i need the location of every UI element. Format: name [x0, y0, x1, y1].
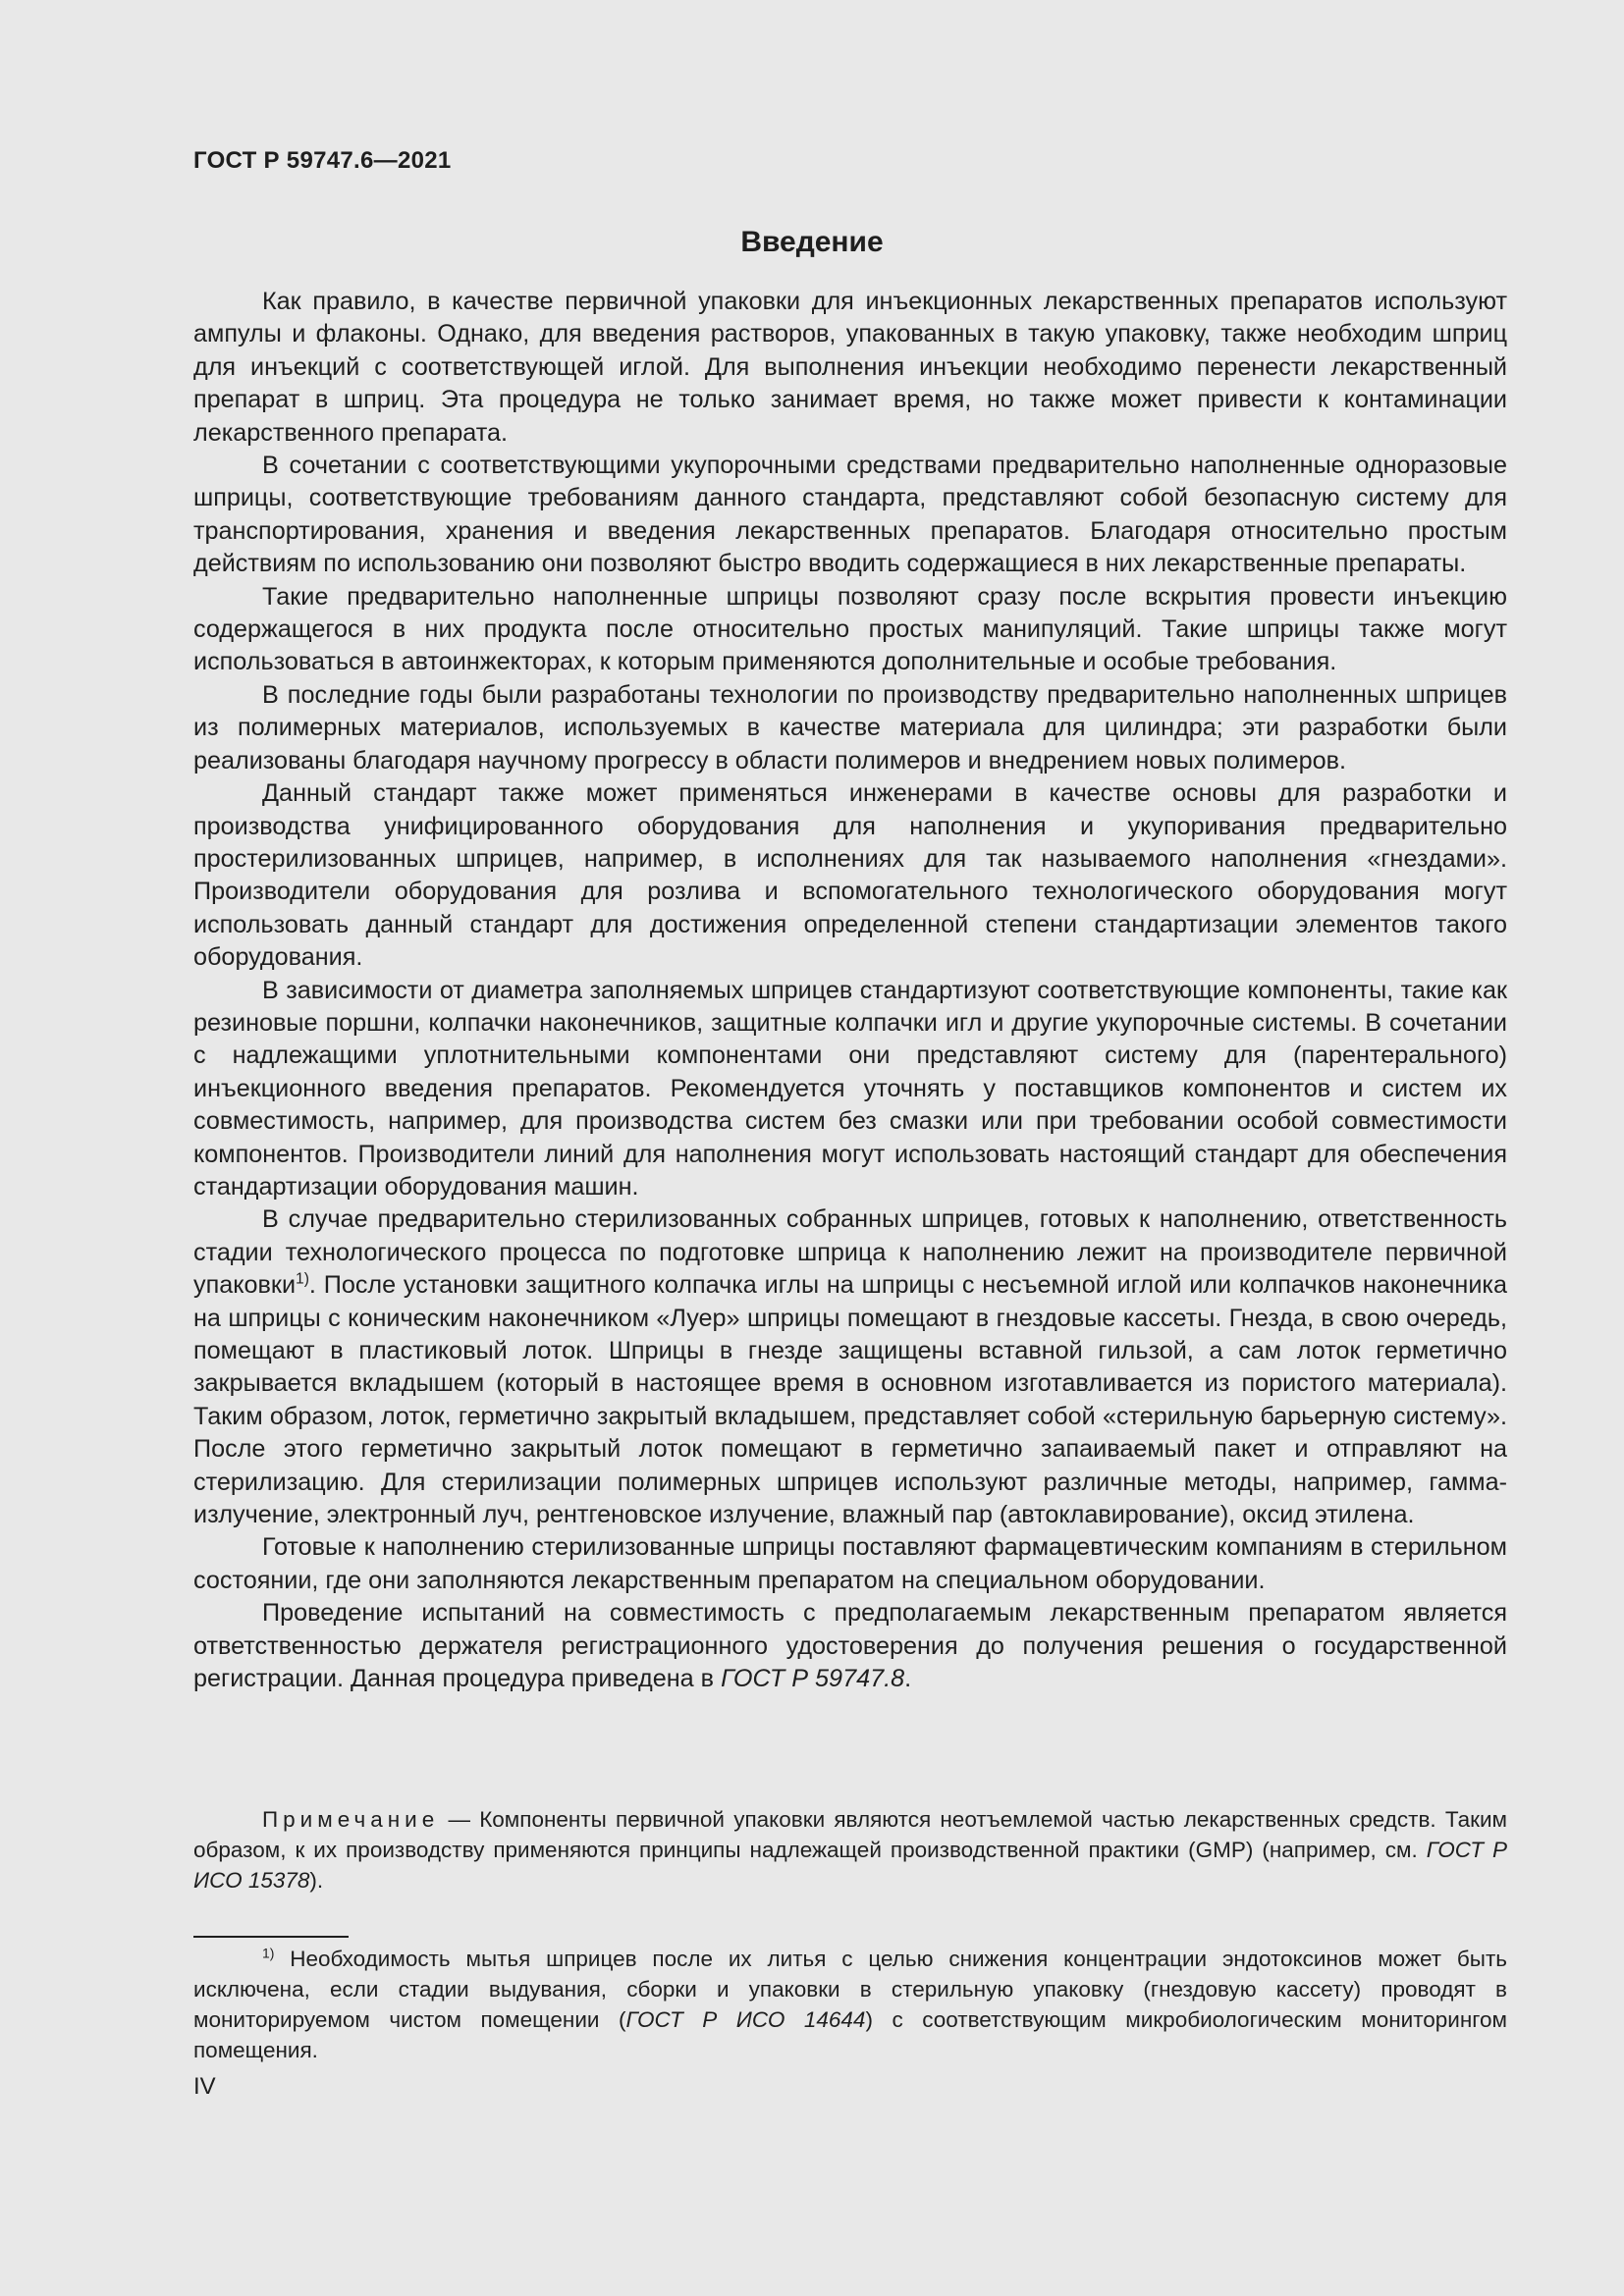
footnote-mark: 1)	[262, 1945, 275, 1961]
footnote-divider	[193, 1936, 349, 1938]
page-number: IV	[193, 2073, 216, 2100]
paragraph-text: . После установки защитного колпачка иглы на шприцы с несъемной иглой или колпачков наконечника на шприцы с коническим наконечником «Луер» шприцы помещают в гнездовые кассеты. Гнезда, в свою очередь, помещают в пластиковый лоток. Шприцы в гнезде защищены вставной гильзой, а сам лоток герметично закрывается вкладышем (который в настоящее время в основном изготавливается из пористого материала). Таким образом, лоток, герметично закрытый вкладышем, представляет собой «стерильную барьерную систему». После этого герметично закрытый лоток помещают в герметично запаиваемый пакет и отправляют на стерилизацию. Для стерилизации полимерных шприцев используют различные методы, например, гамма-излучение, электронный луч, рентгеновское излучение, влажный пар (автоклавирование), оксид этилена.	[193, 1271, 1507, 1529]
standard-reference: ГОСТ Р ИСО 14644	[625, 2007, 866, 2032]
note	[193, 1804, 1507, 1896]
note-dash: —	[439, 1807, 480, 1832]
footnote	[193, 1944, 1507, 2065]
standard-reference: ГОСТ Р ИСО 15378	[193, 1838, 1507, 1893]
note-text: Компоненты первичной упаковки являются неотъемлемой частью лекарственных средств. Таким образом, к их производству применяются принципы надлежащей производственной практики (GMP) (например, см.	[193, 1807, 1507, 1862]
paragraph: В сочетании с соответствующими укупорочными средствами предварительно наполненные одноразовые шприцы, соответствующие требованиям данного стандарта, представляют собой безопасную систему для транспортирования, хранения и введения лекарственных препаратов. Благодаря относительно простым действиям по использованию они позволяют быстро вводить содержащиеся в них лекарственные препараты.	[193, 452, 1507, 578]
paragraph	[193, 1203, 1507, 1531]
footnote-reference: 1)	[296, 1270, 309, 1288]
paragraph-text: В случае предварительно стерилизованных собранных шприцев, готовых к наполнению, ответственность стадии технологического процесса по подготовке шприца к наполнению лежит на производителе первичной упаковки	[193, 1205, 1507, 1300]
paragraph	[193, 1597, 1507, 1695]
section-title: Введение	[740, 226, 884, 258]
paragraph: Такие предварительно наполненные шприцы позволяют сразу после вскрытия провести инъекцию содержащегося в них продукта после относительно простых манипуляций. Такие шприцы также могут использоваться в автоинжекторах, к которым применяются дополнительные и особые требования.	[193, 582, 1507, 676]
paragraph: В зависимости от диаметра заполняемых шприцев стандартизуют соответствующие компоненты, такие как резиновые поршни, колпачки наконечников, защитные колпачки игл и другие укупорочные системы. В сочетании с надлежащими уплотнительными компонентами они представляют систему для (парентерального) инъекционного введения препаратов. Рекомендуется уточнять у поставщиков компонентов и систем их совместимость, например, для производства систем без смазки или при требовании особой совместимости компонентов. Производители линий для наполнения могут использовать настоящий стандарт для обеспечения стандартизации оборудования машин.	[193, 976, 1507, 1201]
note-text: ).	[309, 1868, 324, 1893]
standard-designation: ГОСТ Р 59747.6—2021	[193, 147, 452, 174]
footnote-text: Необходимость мытья шприцев после их литья с целью снижения концентрации эндотоксинов может быть исключена, если стадии выдувания, сборки и упаковки в стерильную упаковку (гнездовую кассету) проводят в мониторируемом чистом помещении (	[193, 1947, 1507, 2032]
paragraph-text: .	[904, 1665, 912, 1693]
note-label: Примечание	[262, 1807, 440, 1832]
paragraph: В последние годы были разработаны технологии по производству предварительно наполненных шприцев из полимерных материалов, используемых в качестве материала для цилиндра; эти разработки были реализованы благодаря научному прогрессу в области полимеров и внедрением новых полимеров.	[193, 680, 1507, 774]
body-text	[193, 286, 1507, 1695]
standard-reference: ГОСТ Р 59747.8	[721, 1665, 905, 1693]
paragraph: Данный стандарт также может применяться инженерами в качестве основы для разработки и производства унифицированного оборудования для наполнения и укупоривания предварительно простерилизованных шприцев, например, в исполнениях для так называемого наполнения «гнездами». Производители оборудования для розлива и вспомогательного технологического оборудования могут использовать данный стандарт для достижения определенной степени стандартизации элементов такого оборудования.	[193, 779, 1507, 972]
paragraph: Как правило, в качестве первичной упаковки для инъекционных лекарственных препаратов используют ампулы и флаконы. Однако, для введения растворов, упакованных в такую упаковку, также необходим шприц для инъекций с соответствующей иглой. Для выполнения инъекции необходимо перенести лекарственный препарат в шприц. Эта процедура не только занимает время, но также может привести к контаминации лекарственного препарата.	[193, 288, 1507, 447]
paragraph-text: Проведение испытаний на совместимость с предполагаемым лекарственным препаратом является ответственностью держателя регистрационного удостоверения до получения решения о государственной регистрации. Данная процедура приведена в	[193, 1599, 1507, 1693]
footnote-text: ) с соответствующим микробиологическим мониторингом помещения.	[193, 2007, 1507, 2062]
paragraph: Готовые к наполнению стерилизованные шприцы поставляют фармацевтическим компаниям в стерильном состоянии, где они заполняются лекарственным препаратом на специальном оборудовании.	[193, 1533, 1507, 1594]
